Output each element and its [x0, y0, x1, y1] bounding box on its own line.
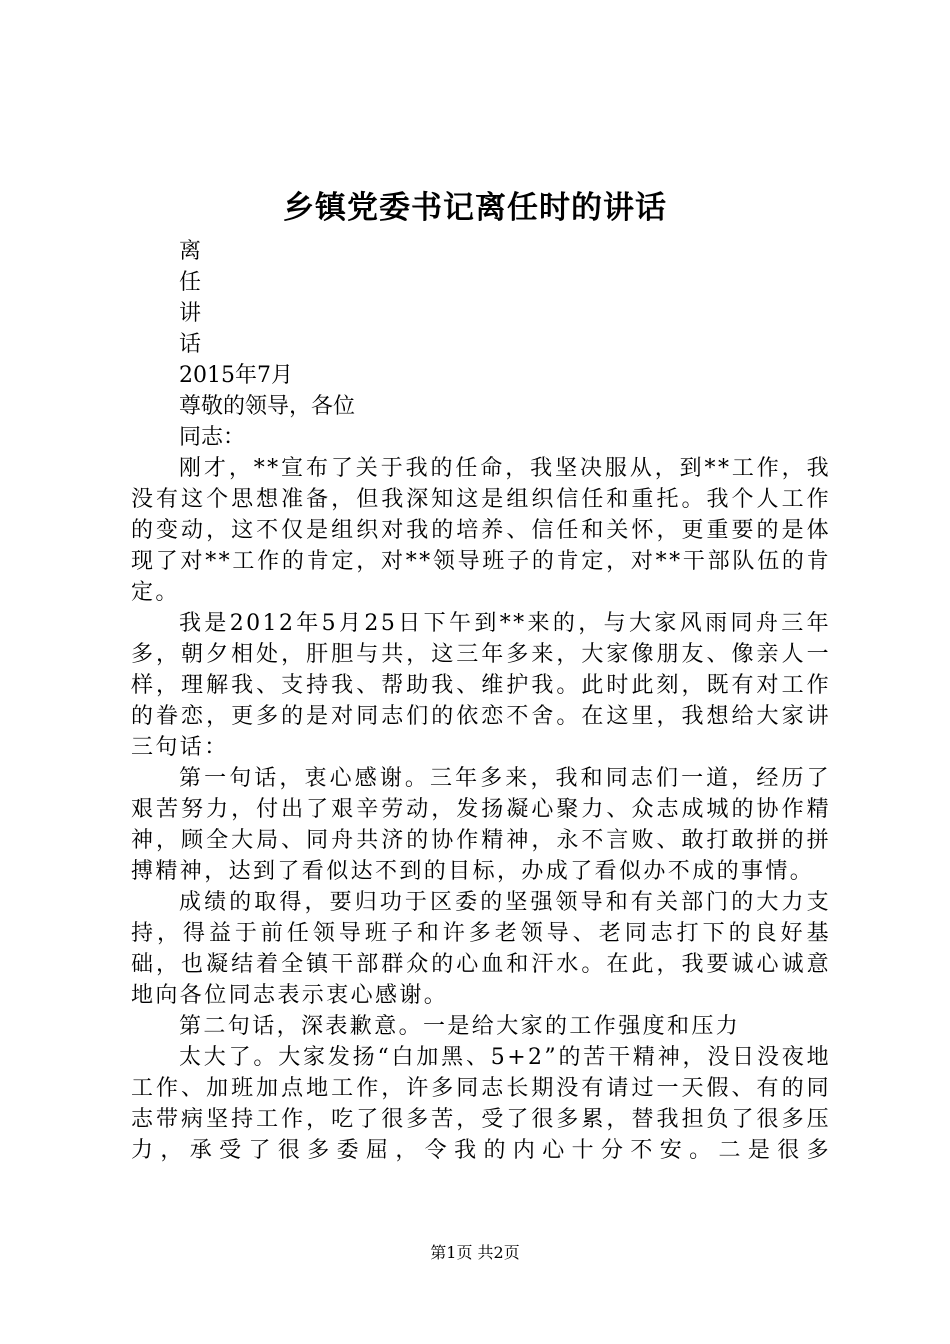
salutation-line: 尊敬的领导，各位 — [179, 394, 356, 419]
paragraph: 第二句话，深表歉意。一是给大家的工作强度和压力 — [179, 1014, 741, 1039]
document-body — [131, 236, 831, 1166]
vertical-heading-char: 任 — [179, 270, 202, 295]
document-date: 2015年7月 — [179, 363, 293, 388]
page-number-footer: 第1页 共2页 — [430, 1243, 520, 1262]
vertical-heading-char: 讲 — [179, 301, 202, 326]
salutation-line: 同志： — [179, 425, 246, 450]
paragraph: 成绩的取得，要归功于区委的坚强领导和有关部门的大力支持，得益于前任领导班子和许多老领导、老同志打下的良好基础，也凝结着全镇干部群众的心血和汗水。在此，我要诚心诚意地向各位同志表示衷心感谢。 — [131, 890, 831, 1008]
vertical-heading-char: 话 — [179, 332, 202, 357]
vertical-heading-char: 离 — [179, 239, 202, 264]
document-title: 乡镇党委书记离任时的讲话 — [283, 190, 667, 226]
paragraph: 第一句话，衷心感谢。三年多来，我和同志们一道，经历了艰苦努力，付出了艰辛劳动，发扬凝心聚力、众志成城的协作精神，顾全大局、同舟共济的协作精神，永不言败、敢打敢拼的拼搏精神，达到了看似达不到的目标，办成了看似办不成的事情。 — [131, 766, 831, 884]
paragraph: 我是2012年5月25日下午到**来的，与大家风雨同舟三年多，朝夕相处，肝胆与共，这三年多来，大家像朋友、像亲人一样，理解我、支持我、帮助我、维护我。此时此刻，既有对工作的眷恋，更多的是对同志们的依恋不舍。在这里，我想给大家讲三句话： — [131, 611, 831, 760]
paragraph: 太大了。大家发扬“白加黑、5+2”的苦干精神，没日没夜地工作、加班加点地工作，许多同志长期没有请过一天假、有的同志带病坚持工作，吃了很多苦，受了很多累，替我担负了很多压力，承受了很多委屈，令我的内心十分不安。二是很多 — [131, 1045, 831, 1163]
paragraph: 刚才，**宣布了关于我的任命，我坚决服从，到**工作，我没有这个思想准备，但我深知这是组织信任和重托。我个人工作的变动，这不仅是组织对我的培养、信任和关怀，更重要的是体现了对**工作的肯定，对**领导班子的肯定，对**干部队伍的肯定。 — [131, 456, 831, 605]
